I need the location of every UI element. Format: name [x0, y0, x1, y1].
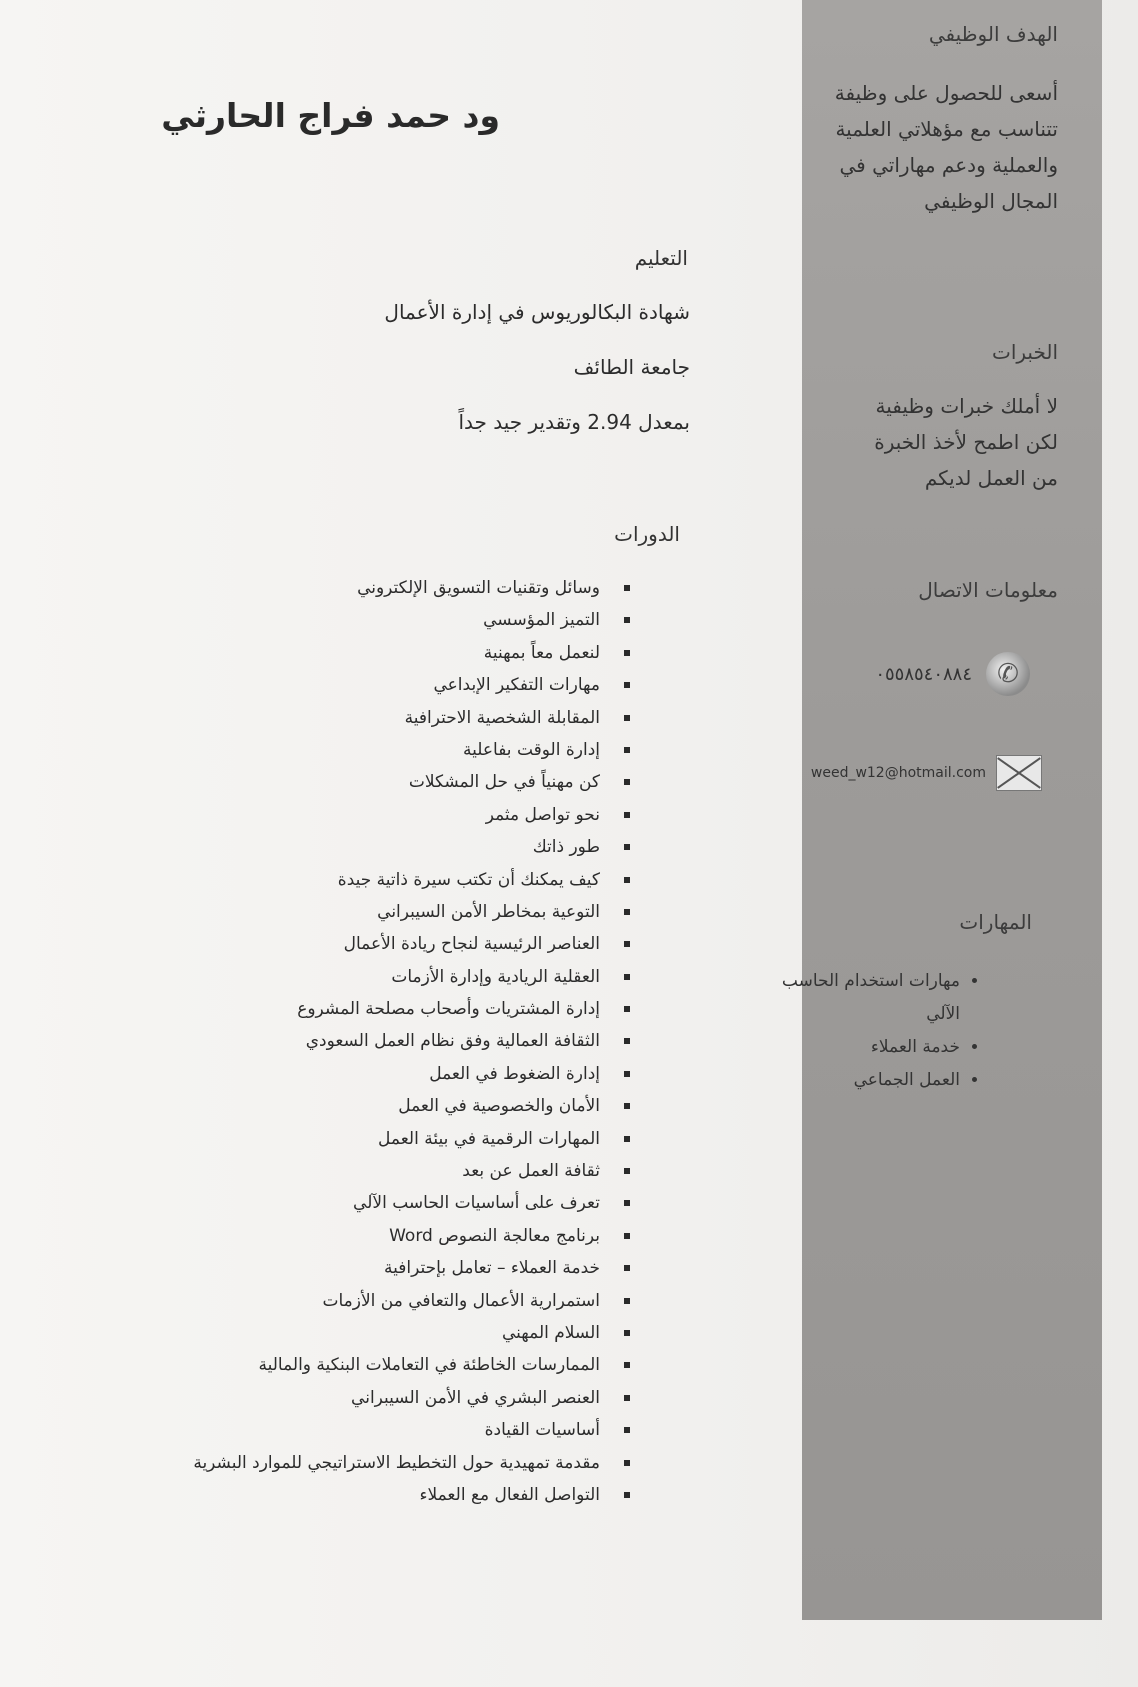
- course-item: إدارة المشتريات وأصحاب مصلحة المشروع: [193, 993, 630, 1025]
- course-item: المقابلة الشخصية الاحترافية: [193, 702, 630, 734]
- courses-list: [193, 572, 630, 1511]
- person-name: ود حمد فراج الحارثي: [161, 96, 500, 135]
- experience-text: لا أملك خبرات وظيفية لكن اطمح لأخذ الخبرة من العمل لديكم: [874, 394, 1058, 490]
- objective-heading: الهدف الوظيفي: [928, 22, 1058, 46]
- course-item: استمرارية الأعمال والتعافي من الأزمات: [193, 1285, 630, 1317]
- course-item: كن مهنياً في حل المشكلات: [193, 766, 630, 798]
- skill-item: • مهارات استخدام الحاسب الآلي: [760, 965, 960, 1031]
- course-item: التوعية بمخاطر الأمن السيبراني: [193, 896, 630, 928]
- course-item: الثقافة العمالية وفق نظام العمل السعودي: [193, 1025, 630, 1057]
- phone-number: ٠٥٥٨٥٤٠٨٨٤: [875, 663, 972, 685]
- contact-heading: معلومات الاتصال: [918, 578, 1058, 602]
- envelope-icon: [996, 755, 1042, 791]
- phone-contact: [875, 652, 1030, 696]
- course-item: مقدمة تمهيدية حول التخطيط الاستراتيجي للموارد البشرية: [193, 1447, 630, 1479]
- education-university: جامعة الطائف: [573, 355, 690, 379]
- course-item: السلام المهني: [193, 1317, 630, 1349]
- course-item: إدارة الوقت بفاعلية: [193, 734, 630, 766]
- education-gpa: بمعدل 2.94 وتقدير جيد جداً: [458, 410, 690, 434]
- skill-item: • خدمة العملاء: [760, 1031, 960, 1064]
- course-item: وسائل وتقنيات التسويق الإلكتروني: [193, 572, 630, 604]
- email-contact: [811, 755, 1042, 791]
- course-item: تعرف على أساسيات الحاسب الآلي: [193, 1187, 630, 1219]
- course-item: كيف يمكنك أن تكتب سيرة ذاتية جيدة: [193, 864, 630, 896]
- course-item: مهارات التفكير الإبداعي: [193, 669, 630, 701]
- objective-text: أسعى للحصول على وظيفة تتناسب مع مؤهلاتي العلمية والعملية ودعم مهاراتي في المجال الوظيفي: [834, 81, 1058, 213]
- education-heading: التعليم: [634, 246, 688, 270]
- email-address: weed_w12@hotmail.com: [810, 765, 986, 781]
- course-item: العنصر البشري في الأمن السيبراني: [193, 1382, 630, 1414]
- course-item: الأمان والخصوصية في العمل: [193, 1090, 630, 1122]
- skill-item: • العمل الجماعي: [760, 1064, 960, 1097]
- phone-icon: ✆: [986, 652, 1030, 696]
- skills-heading: المهارات: [959, 910, 1032, 934]
- experience-heading: الخبرات: [991, 340, 1058, 364]
- course-item: العقلية الريادية وإدارة الأزمات: [193, 961, 630, 993]
- course-item: إدارة الضغوط في العمل: [193, 1058, 630, 1090]
- course-item: التميز المؤسسي: [193, 604, 630, 636]
- courses-heading: الدورات: [614, 522, 680, 546]
- course-item: نحو تواصل مثمر: [193, 799, 630, 831]
- course-item: خدمة العملاء – تعامل بإحترافية: [193, 1252, 630, 1284]
- course-item: أساسيات القيادة: [193, 1414, 630, 1446]
- resume-sidebar: [781, 0, 1102, 1620]
- education-degree: شهادة البكالوريوس في إدارة الأعمال: [384, 300, 690, 324]
- course-item: التواصل الفعال مع العملاء: [193, 1479, 630, 1511]
- course-item: برنامج معالجة النصوص Word: [193, 1220, 630, 1252]
- course-item: لنعمل معاً بمهنية: [193, 637, 630, 669]
- course-item: المهارات الرقمية في بيئة العمل: [193, 1123, 630, 1155]
- course-item: ثقافة العمل عن بعد: [193, 1155, 630, 1187]
- course-item: العناصر الرئيسية لنجاح ريادة الأعمال: [193, 928, 630, 960]
- course-item: الممارسات الخاطئة في التعاملات البنكية والمالية: [193, 1349, 630, 1381]
- course-item: طور ذاتك: [193, 831, 630, 863]
